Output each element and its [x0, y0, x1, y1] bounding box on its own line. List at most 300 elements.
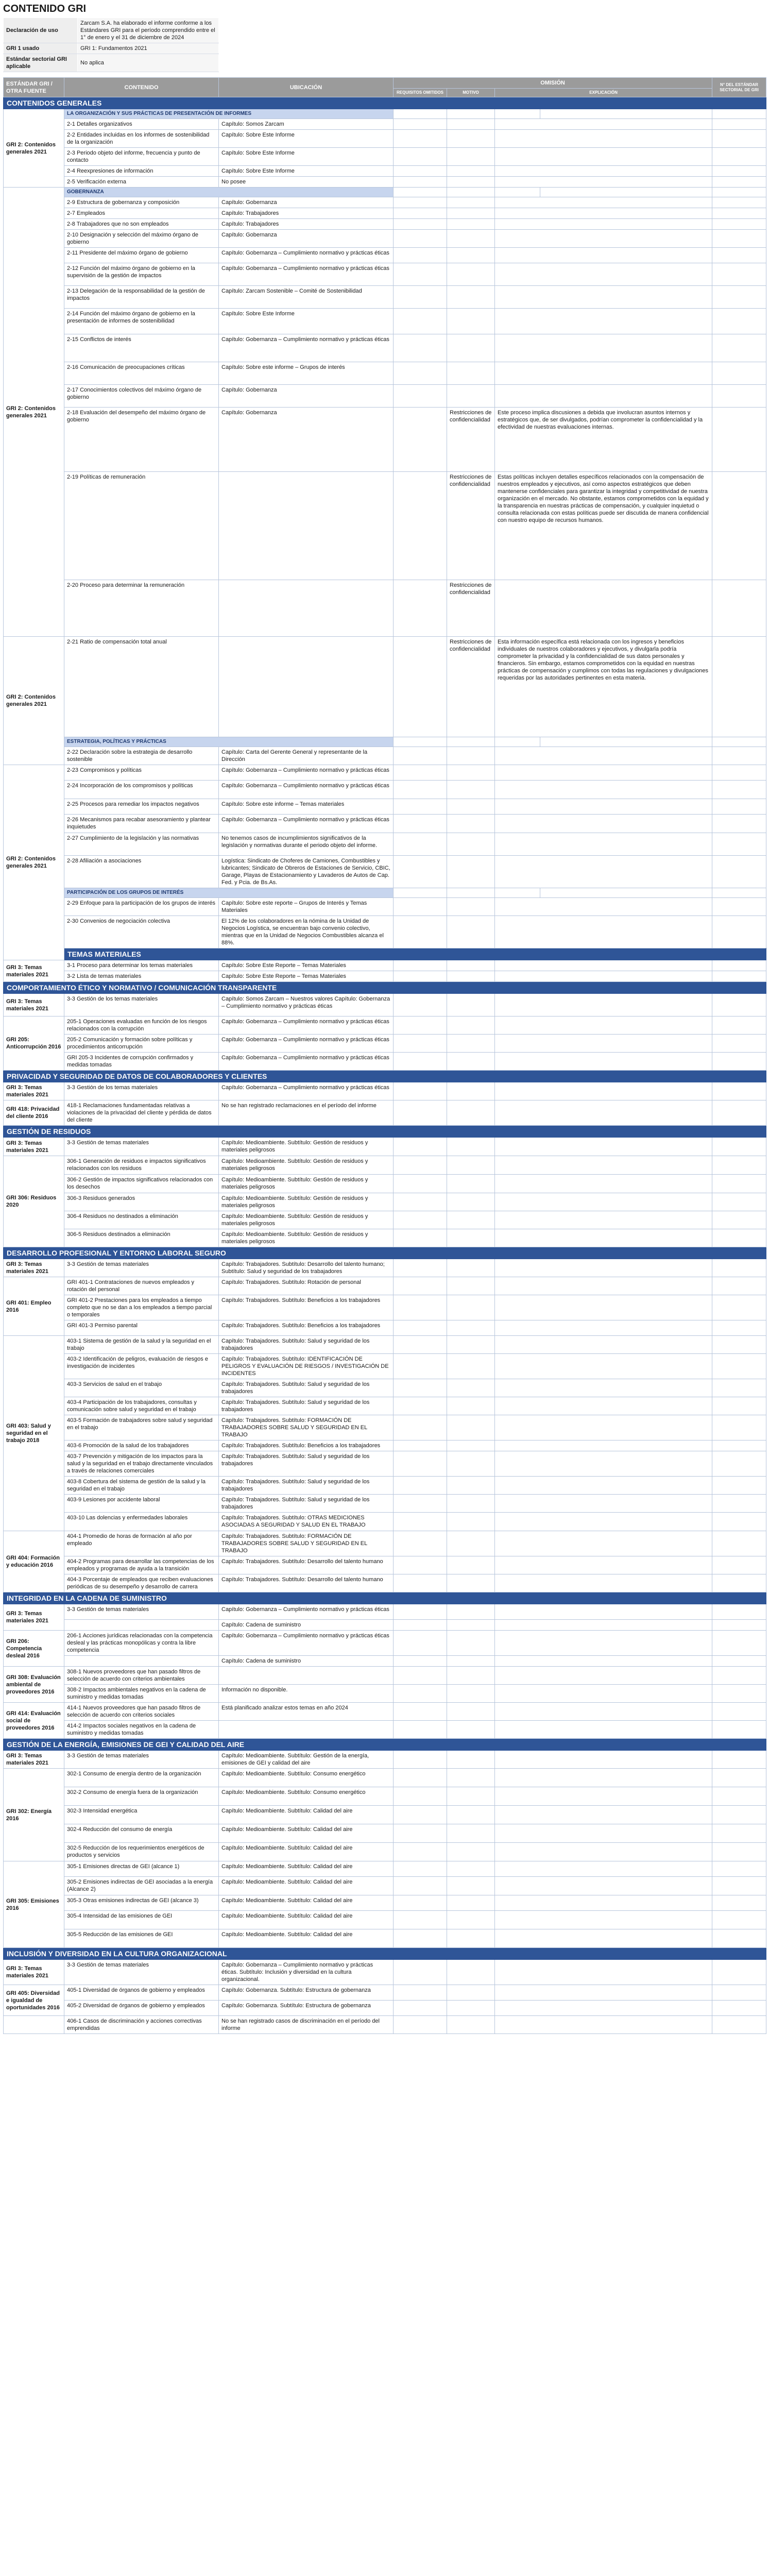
sector-ref-cell [712, 408, 766, 472]
standard-cell: GRI 2: Contenidos generales 2021 [4, 188, 64, 637]
explanation-cell [495, 580, 712, 637]
explanation-cell [495, 334, 712, 362]
reason-cell [447, 1477, 495, 1495]
reason-cell [447, 1861, 495, 1877]
table-row [4, 1985, 766, 2001]
standard-cell: GRI 403: Salud y seguridad en el trabajo 2018 [4, 1336, 64, 1531]
subsection-row [4, 888, 766, 898]
omitted-requirements-cell [394, 1336, 447, 1354]
table-row [4, 408, 766, 472]
explanation-cell [495, 1960, 712, 1985]
omitted-requirements-cell [394, 1379, 447, 1397]
explanation-cell [495, 1685, 712, 1703]
sector-ref-cell [712, 1531, 766, 1556]
content-cell: 406-1 Casos de discriminación y acciones correctivas emprendidas [64, 2016, 219, 2034]
reason-cell [447, 1721, 495, 1739]
standard-cell [4, 2016, 64, 2034]
omitted-requirements-cell [394, 1138, 447, 1156]
sector-ref-cell [712, 1379, 766, 1397]
section-header [4, 982, 766, 994]
omitted-requirements-cell [394, 119, 447, 130]
table-row [4, 1703, 766, 1721]
section-header [4, 1592, 766, 1604]
explanation-cell [495, 1843, 712, 1861]
location-cell: No posee [219, 177, 394, 188]
explanation-cell [495, 1604, 712, 1620]
reason-cell [447, 1100, 495, 1126]
reason-cell [447, 765, 495, 781]
table-row [4, 166, 766, 177]
content-cell: 2-12 Función del máximo órgano de gobierno en la supervisión de la gestión de impactos [64, 263, 219, 286]
table-row [4, 1513, 766, 1531]
sector-ref-cell [712, 1895, 766, 1911]
location-cell: Capítulo: Gobernanza [219, 408, 394, 472]
header-location: UBICACIÓN [219, 78, 394, 97]
content-cell: 305-5 Reducción de las emisiones de GEI [64, 1929, 219, 1948]
content-cell: 2-20 Proceso para determinar la remuneración [64, 580, 219, 637]
table-row [4, 898, 766, 916]
omitted-requirements-cell [394, 1604, 447, 1620]
content-cell: 3-1 Proceso para determinar los temas materiales [64, 960, 219, 971]
content-cell: 2-10 Designación y selección del máximo órgano de gobierno [64, 230, 219, 248]
meta-row [4, 18, 766, 43]
header-omission: OMISIÓN [394, 78, 712, 89]
table-row [4, 1656, 766, 1667]
omitted-requirements-cell [394, 1451, 447, 1477]
explanation-cell [495, 1082, 712, 1100]
standard-cell: GRI 418: Privacidad del cliente 2016 [4, 1100, 64, 1126]
table-row [4, 1156, 766, 1175]
table-row [4, 472, 766, 580]
explanation-cell [495, 971, 712, 982]
empty-cell [712, 188, 766, 197]
section-title: INTEGRIDAD EN LA CADENA DE SUMINISTRO [4, 1592, 766, 1604]
location-cell: Capítulo: Medioambiente. Subtítulo: Calidad del aire [219, 1824, 394, 1843]
content-cell: 3-3 Gestión de temas materiales [64, 1604, 219, 1620]
standard-cell: GRI 206: Competencia desleal 2016 [4, 1631, 64, 1667]
location-cell: Capítulo: Trabajadores. Subtítulo: Salud y seguridad de los trabajadores [219, 1451, 394, 1477]
section-title: INCLUSIÓN Y DIVERSIDAD EN LA CULTURA ORGANIZACIONAL [4, 1948, 766, 1960]
content-cell: 2-7 Empleados [64, 208, 219, 219]
section-header [4, 97, 766, 109]
section-title: GESTIÓN DE RESIDUOS [4, 1126, 766, 1138]
sector-ref-cell [712, 1877, 766, 1895]
content-cell: 418-1 Reclamaciones fundamentadas relativas a violaciones de la privacidad del cliente y pérdida de datos del cliente [64, 1100, 219, 1126]
content-cell: 2-19 Políticas de remuneración [64, 472, 219, 580]
explanation-cell [495, 1259, 712, 1277]
omitted-requirements-cell [394, 1574, 447, 1592]
explanation-cell [495, 1861, 712, 1877]
standard-cell: GRI 3: Temas materiales 2021 [4, 1138, 64, 1156]
omitted-requirements-cell [394, 2016, 447, 2034]
reason-cell [447, 1229, 495, 1247]
reason-cell [447, 2001, 495, 2016]
omitted-requirements-cell [394, 971, 447, 982]
explanation-cell [495, 1175, 712, 1193]
gri-content-index-table [3, 77, 766, 2034]
reason-cell [447, 309, 495, 334]
sector-ref-cell [712, 1703, 766, 1721]
explanation-cell [495, 747, 712, 765]
header-ref: N° DEL ESTÁNDAR SECTORIAL DE GRI [712, 78, 766, 97]
sector-ref-cell [712, 1929, 766, 1948]
explanation-cell [495, 1911, 712, 1929]
explanation-cell [495, 1016, 712, 1035]
content-cell: 205-1 Operaciones evaluadas en función de los riesgos relacionados con la corrupción [64, 1016, 219, 1035]
explanation-cell [495, 208, 712, 219]
explanation-cell [495, 166, 712, 177]
omitted-requirements-cell [394, 309, 447, 334]
content-cell: 2-29 Enfoque para la participación de los grupos de interés [64, 898, 219, 916]
content-cell: 2-9 Estructura de gobernanza y composición [64, 197, 219, 208]
reason-cell [447, 1531, 495, 1556]
standard-cell: GRI 3: Temas materiales 2021 [4, 960, 64, 982]
sector-ref-cell [712, 248, 766, 263]
explanation-cell [495, 1985, 712, 2001]
subsection-title: ESTRATEGIA, POLÍTICAS Y PRÁCTICAS [64, 737, 394, 747]
sector-ref-cell [712, 1229, 766, 1247]
table-row [4, 1175, 766, 1193]
content-cell: GRI 205-3 Incidentes de corrupción confirmados y medidas tomadas [64, 1053, 219, 1071]
section-header [4, 1071, 766, 1082]
explanation-cell: Estas políticas incluyen detalles específicos relacionados con la compensación de nuestros empleados y ejecutivos, así como aspectos estratégicos que deben mantenerse confidenciales para garantizar la integridad y competitividad de nuestra organización en el mercado. No obstante, estamos comprometidos con la equidad y la transparencia en nuestras prácticas de compensación, y cualquier inquietud o consulta relacionada con estas políticas puede ser discutida de manera confidencial con nuestro equipo de recursos humanos. [495, 472, 712, 580]
reason-cell [447, 1156, 495, 1175]
explanation-cell [495, 263, 712, 286]
sector-ref-cell [712, 177, 766, 188]
sector-ref-cell [712, 1513, 766, 1531]
location-cell: Capítulo: Medioambiente. Subtítulo: Gestión de residuos y materiales peligrosos [219, 1193, 394, 1211]
empty-cell [712, 888, 766, 898]
empty-cell [540, 888, 712, 898]
sector-ref-cell [712, 815, 766, 833]
explanation-cell [495, 1895, 712, 1911]
explanation-cell [495, 1787, 712, 1806]
reason-cell [447, 815, 495, 833]
explanation-cell [495, 1631, 712, 1656]
standard-cell: GRI 306: Residuos 2020 [4, 1156, 64, 1247]
explanation-cell [495, 197, 712, 208]
reason-cell [447, 197, 495, 208]
explanation-cell [495, 1354, 712, 1379]
location-cell: Capítulo: Gobernanza – Cumplimiento normativo y prácticas éticas [219, 1604, 394, 1620]
table-row [4, 1082, 766, 1100]
sector-ref-cell [712, 960, 766, 971]
content-cell: 404-2 Programas para desarrollar las competencias de los empleados y programas de ayuda a la transición [64, 1556, 219, 1574]
sector-ref-cell [712, 1156, 766, 1175]
omitted-requirements-cell [394, 1985, 447, 2001]
reason-cell [447, 1259, 495, 1277]
location-cell: Capítulo: Medioambiente. Subtítulo: Gestión de la energía, emisiones de GEI y calidad del aire [219, 1751, 394, 1769]
reason-cell [447, 1336, 495, 1354]
section-title: TEMAS MATERIALES [64, 948, 766, 960]
sector-ref-cell [712, 1211, 766, 1229]
table-row [4, 833, 766, 856]
table-row [4, 119, 766, 130]
explanation-cell [495, 799, 712, 815]
location-cell: Capítulo: Trabajadores. Subtítulo: IDENTIFICACIÓN DE PELIGROS Y EVALUACIÓN DE RIESGOS / INVESTIGACIÓN DE INCIDENTES [219, 1354, 394, 1379]
omitted-requirements-cell [394, 916, 447, 948]
location-cell: Capítulo: Somos Zarcam [219, 119, 394, 130]
subsection-row [4, 109, 766, 119]
explanation-cell [495, 1656, 712, 1667]
sector-ref-cell [712, 1985, 766, 2001]
sector-ref-cell [712, 1440, 766, 1451]
table-row [4, 177, 766, 188]
omitted-requirements-cell [394, 1320, 447, 1336]
table-row [4, 960, 766, 971]
standard-cell: GRI 302: Energía 2016 [4, 1769, 64, 1861]
table-row [4, 334, 766, 362]
sector-ref-cell [712, 580, 766, 637]
omitted-requirements-cell [394, 1787, 447, 1806]
table-row [4, 1556, 766, 1574]
omitted-requirements-cell [394, 177, 447, 188]
sector-ref-cell [712, 219, 766, 230]
sector-ref-cell [712, 2016, 766, 2034]
omitted-requirements-cell [394, 1960, 447, 1985]
omitted-requirements-cell [394, 1631, 447, 1656]
omitted-requirements-cell [394, 208, 447, 219]
content-cell: 306-1 Generación de residuos e impactos significativos relacionados con los residuos [64, 1156, 219, 1175]
content-cell: 403-3 Servicios de salud en el trabajo [64, 1379, 219, 1397]
empty-cell [495, 109, 540, 119]
omitted-requirements-cell [394, 637, 447, 737]
content-cell: 3-3 Gestión de temas materiales [64, 1259, 219, 1277]
explanation-cell [495, 856, 712, 888]
sector-ref-cell [712, 130, 766, 148]
content-cell: 2-22 Declaración sobre la estrategia de desarrollo sostenible [64, 747, 219, 765]
omitted-requirements-cell [394, 1685, 447, 1703]
location-cell: Capítulo: Trabajadores. Subtítulo: FORMACIÓN DE TRABAJADORES SOBRE SALUD Y SEGURIDAD EN EL TRABAJO [219, 1531, 394, 1556]
omitted-requirements-cell [394, 898, 447, 916]
explanation-cell [495, 1824, 712, 1843]
content-cell: 302-2 Consumo de energía fuera de la organización [64, 1787, 219, 1806]
content-cell [64, 1656, 219, 1667]
section-title: GESTIÓN DE LA ENERGÍA, EMISIONES DE GEI Y CALIDAD DEL AIRE [4, 1739, 766, 1751]
location-cell: Capítulo: Carta del Gerente General y representante de la Dirección [219, 747, 394, 765]
omitted-requirements-cell [394, 197, 447, 208]
location-cell: Capítulo: Trabajadores. Subtítulo: Desarrollo del talento humano [219, 1574, 394, 1592]
sector-ref-cell [712, 781, 766, 799]
content-cell: 2-13 Delegación de la responsabilidad de la gestión de impactos [64, 286, 219, 309]
explanation-cell [495, 765, 712, 781]
meta-value: Zarcam S.A. ha elaborado el informe conforme a los Estándares GRI para el período comprendido entre el 1° de enero y el 31 de diciembre de 2024 [78, 18, 219, 43]
omitted-requirements-cell [394, 2001, 447, 2016]
location-cell: Capítulo: Sobre Este Reporte – Temas Materiales [219, 971, 394, 982]
location-cell: Capítulo: Gobernanza – Cumplimiento normativo y prácticas éticas [219, 334, 394, 362]
location-cell: Capítulo: Sobre Este Informe [219, 309, 394, 334]
subsection-title: GOBERNANZA [64, 188, 394, 197]
standard-cell: GRI 3: Temas materiales 2021 [4, 1960, 64, 1985]
location-cell: No se han registrado casos de discriminación en el período del informe [219, 2016, 394, 2034]
sector-ref-cell [712, 1620, 766, 1631]
reason-cell [447, 781, 495, 799]
sector-ref-cell [712, 1451, 766, 1477]
sector-ref-cell [712, 916, 766, 948]
reason-cell [447, 334, 495, 362]
table-row [4, 799, 766, 815]
table-row [4, 1929, 766, 1948]
content-cell: 3-3 Gestión de temas materiales [64, 1138, 219, 1156]
sector-ref-cell [712, 148, 766, 166]
location-cell: Capítulo: Medioambiente. Subtítulo: Gestión de residuos y materiales peligrosos [219, 1175, 394, 1193]
table-row [4, 1035, 766, 1053]
reason-cell [447, 1354, 495, 1379]
explanation-cell [495, 1531, 712, 1556]
omitted-requirements-cell [394, 1656, 447, 1667]
table-row [4, 263, 766, 286]
content-cell: 414-2 Impactos sociales negativos en la cadena de suministro y medidas tomadas [64, 1721, 219, 1739]
omitted-requirements-cell [394, 1082, 447, 1100]
omitted-requirements-cell [394, 1477, 447, 1495]
location-cell: Logística: Sindicato de Choferes de Camiones, Combustibles y lubricantes; Sindicato de Obreros de Estaciones de Servicio, CBIC, Garage, Playas de Estacionamiento y Lavaderos de Autos de Cap. Fed. y Pcia. de Bs.As. [219, 856, 394, 888]
explanation-cell [495, 1100, 712, 1126]
empty-cell [447, 109, 495, 119]
sector-ref-cell [712, 1843, 766, 1861]
content-cell: 205-2 Comunicación y formación sobre políticas y procedimientos anticorrupción [64, 1035, 219, 1053]
sector-ref-cell [712, 334, 766, 362]
sector-ref-cell [712, 1960, 766, 1985]
sector-ref-cell [712, 1721, 766, 1739]
omitted-requirements-cell [394, 815, 447, 833]
content-cell: 2-4 Reexpresiones de información [64, 166, 219, 177]
table-row [4, 1477, 766, 1495]
reason-cell [447, 230, 495, 248]
location-cell: Información no disponible. [219, 1685, 394, 1703]
location-cell: Capítulo: Trabajadores. Subtítulo: Salud y seguridad de los trabajadores [219, 1336, 394, 1354]
table-row [4, 385, 766, 408]
location-cell: Capítulo: Gobernanza – Cumplimiento normativo y prácticas éticas [219, 815, 394, 833]
table-row [4, 1451, 766, 1477]
reason-cell [447, 1620, 495, 1631]
reason-cell [447, 385, 495, 408]
omitted-requirements-cell [394, 1415, 447, 1440]
location-cell: Capítulo: Trabajadores. Subtítulo: Desarrollo del talento humano; Subtítulo: Salud y seguridad de los trabajadores [219, 1259, 394, 1277]
subsection-row [4, 188, 766, 197]
content-cell: 2-1 Detalles organizativos [64, 119, 219, 130]
sector-ref-cell [712, 1397, 766, 1415]
sector-ref-cell [712, 208, 766, 219]
content-cell: 2-26 Mecanismos para recabar asesoramiento y plantear inquietudes [64, 815, 219, 833]
explanation-cell [495, 1620, 712, 1631]
content-cell: 405-1 Diversidad de órganos de gobierno y empleados [64, 1985, 219, 2001]
sector-ref-cell [712, 1354, 766, 1379]
table-row [4, 1100, 766, 1126]
table-row [4, 994, 766, 1016]
reason-cell [447, 1656, 495, 1667]
location-cell: Capítulo: Zarcam Sostenible – Comité de Sostenibilidad [219, 286, 394, 309]
explanation-cell [495, 833, 712, 856]
reason-cell [447, 1877, 495, 1895]
explanation-cell [495, 230, 712, 248]
sector-ref-cell [712, 1574, 766, 1592]
explanation-cell [495, 1477, 712, 1495]
table-row [4, 1806, 766, 1824]
omitted-requirements-cell [394, 1440, 447, 1451]
location-cell: Capítulo: Gobernanza [219, 385, 394, 408]
content-cell: 306-4 Residuos no destinados a eliminación [64, 1211, 219, 1229]
omitted-requirements-cell [394, 1295, 447, 1320]
meta-label: GRI 1 usado [4, 43, 78, 54]
content-cell: 2-25 Procesos para remediar los impactos negativos [64, 799, 219, 815]
explanation-cell [495, 385, 712, 408]
location-cell: Capítulo: Trabajadores. Subtítulo: Beneficios a los trabajadores [219, 1320, 394, 1336]
reason-cell [447, 148, 495, 166]
location-cell: Capítulo: Cadena de suministro [219, 1656, 394, 1667]
standard-cell: GRI 205: Anticorrupción 2016 [4, 1016, 64, 1071]
empty-cell [447, 888, 495, 898]
location-cell: Capítulo: Gobernanza. Subtítulo: Estructura de gobernanza [219, 2001, 394, 2016]
sector-ref-cell [712, 747, 766, 765]
subsection-row [4, 737, 766, 747]
omitted-requirements-cell [394, 580, 447, 637]
table-row [4, 1415, 766, 1440]
sector-ref-cell [712, 1336, 766, 1354]
content-cell: 206-1 Acciones jurídicas relacionadas con la competencia desleal y las prácticas monopólicas y contra la libre competencia [64, 1631, 219, 1656]
content-cell: 2-17 Conocimientos colectivos del máximo órgano de gobierno [64, 385, 219, 408]
omitted-requirements-cell [394, 148, 447, 166]
reason-cell [447, 130, 495, 148]
reason-cell: Restricciones de confidencialidad [447, 637, 495, 737]
omitted-requirements-cell [394, 263, 447, 286]
explanation-cell [495, 1513, 712, 1531]
table-row [4, 230, 766, 248]
location-cell: Capítulo: Medioambiente. Subtítulo: Gestión de residuos y materiales peligrosos [219, 1229, 394, 1247]
location-cell: Capítulo: Medioambiente. Subtítulo: Consumo energético [219, 1769, 394, 1787]
sector-ref-cell [712, 1138, 766, 1156]
sector-ref-cell [712, 263, 766, 286]
content-cell: 405-2 Diversidad de órganos de gobierno y empleados [64, 2001, 219, 2016]
explanation-cell [495, 1574, 712, 1592]
omitted-requirements-cell [394, 219, 447, 230]
header-standard: ESTÁNDAR GRI / OTRA FUENTE [4, 78, 64, 97]
omitted-requirements-cell [394, 1877, 447, 1895]
content-cell: 404-3 Porcentaje de empleados que reciben evaluaciones periódicas de su desempeño y desarrollo de carrera [64, 1574, 219, 1592]
reason-cell [447, 1703, 495, 1721]
reason-cell [447, 960, 495, 971]
table-row [4, 1211, 766, 1229]
reason-cell [447, 1631, 495, 1656]
sector-ref-cell [712, 1556, 766, 1574]
location-cell: Capítulo: Gobernanza – Cumplimiento normativo y prácticas éticas [219, 1082, 394, 1100]
reason-cell [447, 1895, 495, 1911]
omitted-requirements-cell [394, 1156, 447, 1175]
meta-spacer [219, 18, 766, 43]
omitted-requirements-cell [394, 799, 447, 815]
section-title: PRIVACIDAD Y SEGURIDAD DE DATOS DE COLABORADORES Y CLIENTES [4, 1071, 766, 1082]
reason-cell [447, 856, 495, 888]
location-cell: Capítulo: Sobre este reporte – Grupos de Interés y Temas Materiales [219, 898, 394, 916]
explanation-cell [495, 1929, 712, 1948]
explanation-cell [495, 1556, 712, 1574]
explanation-cell [495, 1415, 712, 1440]
explanation-cell [495, 1035, 712, 1053]
explanation-cell [495, 916, 712, 948]
section-header [4, 1247, 766, 1259]
content-cell: 2-21 Ratio de compensación total anual [64, 637, 219, 737]
omitted-requirements-cell [394, 1513, 447, 1531]
reason-cell [447, 1193, 495, 1211]
content-cell: 2-30 Convenios de negociación colectiva [64, 916, 219, 948]
reason-cell [447, 286, 495, 309]
explanation-cell [495, 1138, 712, 1156]
omitted-requirements-cell [394, 1229, 447, 1247]
sector-ref-cell [712, 230, 766, 248]
explanation-cell [495, 1495, 712, 1513]
table-row [4, 1229, 766, 1247]
table-row [4, 1861, 766, 1877]
empty-cell [394, 888, 447, 898]
